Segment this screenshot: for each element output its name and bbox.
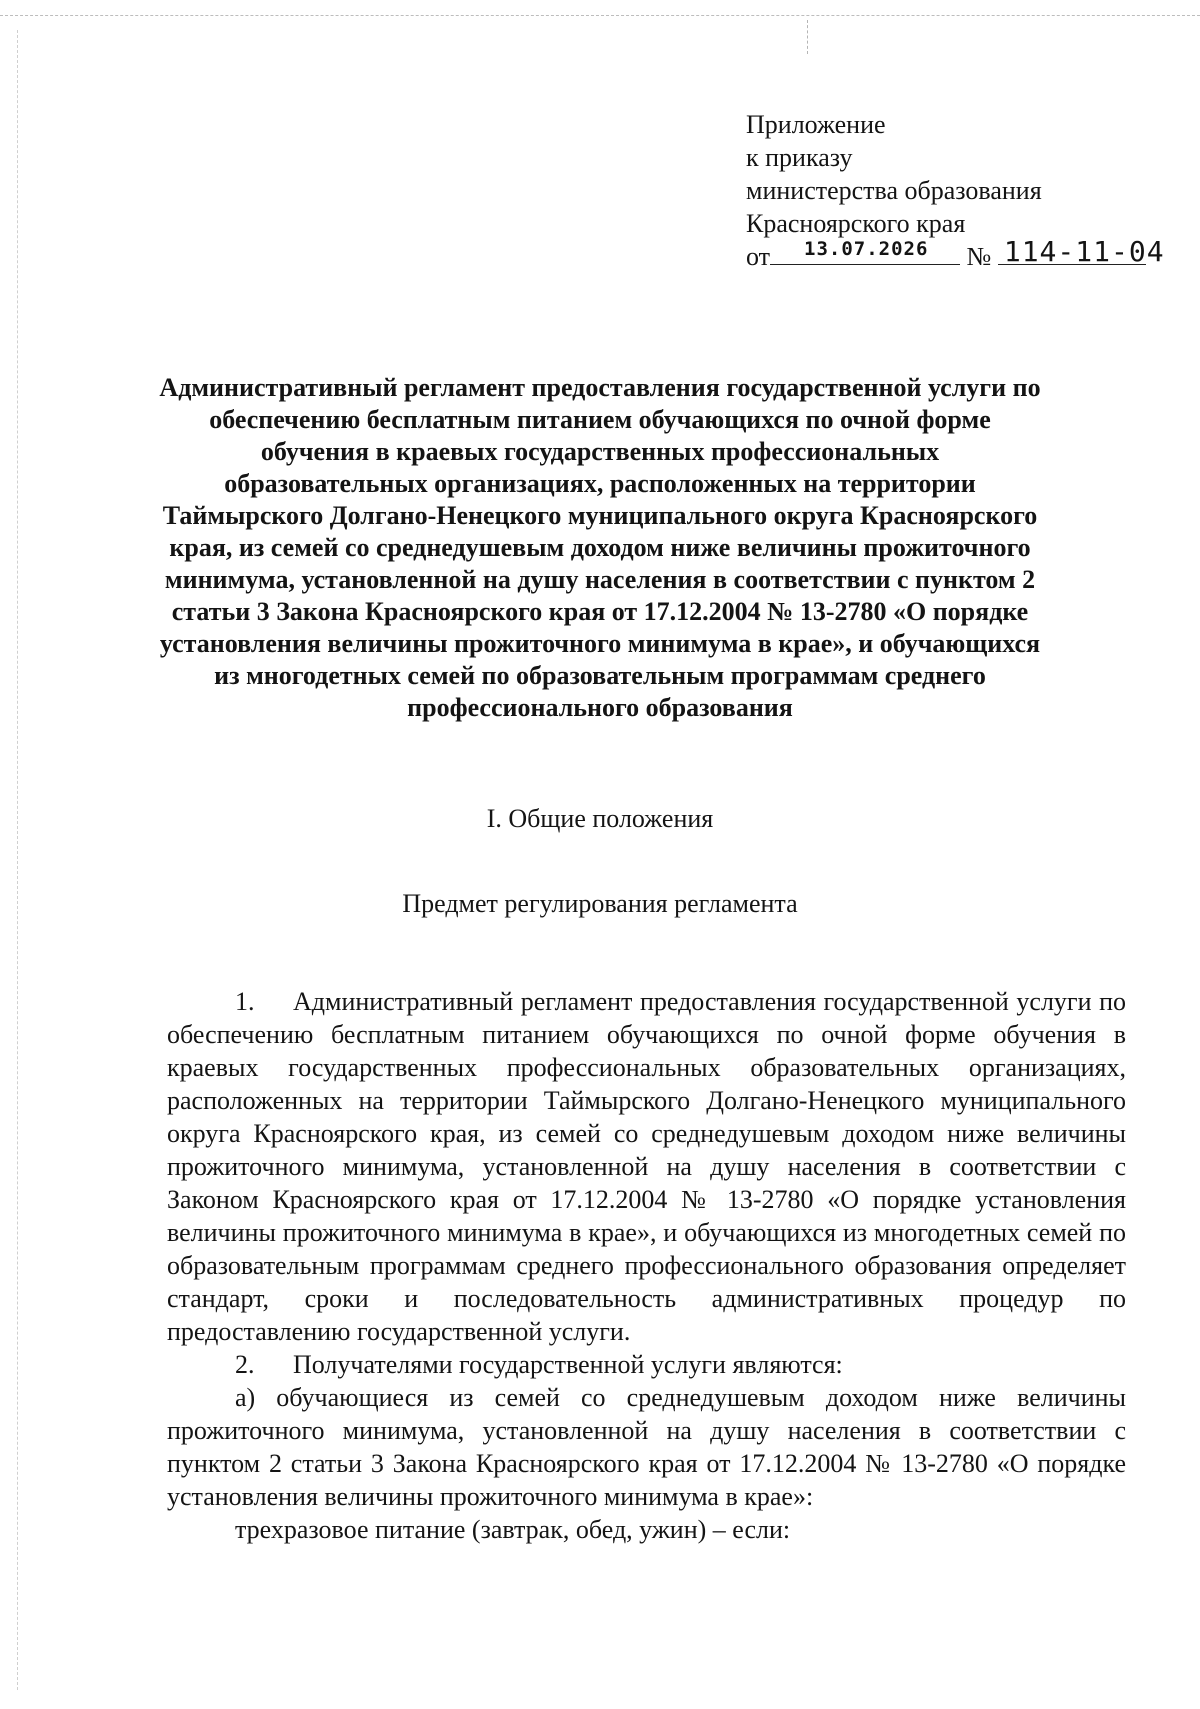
scan-artifact-mark (807, 20, 808, 54)
body-text (167, 985, 1126, 1546)
paragraph-3 (167, 1381, 1126, 1513)
paragraph-text: Получателями государственной услуги являются: (293, 1350, 843, 1379)
document-title: Административный регламент предоставления государственной услуги по обеспечению бесплатным питанием обучающихся по очной форме обучения в краевых государственных профессиональных образовательных организациях, расположенных на территории Таймырского Долгано-Ненецкого муниципального округа Красноярского края, из семей со среднедушевым доходом ниже величины прожиточного минимума, установленной на душу населения в соответствии с пунктом 2 статьи 3 Закона Красноярского края от 17.12.2004 № 13-2780 «О порядке установления величины прожиточного минимума в крае», и обучающихся из многодетных семей по образовательным программам среднего профессионального образования (159, 373, 1041, 722)
number-label: № (966, 242, 992, 271)
approval-line-3: министерства образования (746, 176, 1042, 205)
from-label: от (746, 242, 771, 271)
section-subheading: Предмет регулирования регламента (402, 889, 798, 918)
paragraph-text: а) обучающиеся из семей со среднедушевым доходом ниже величины прожиточного минимума, установленной на душу населения в соответствии с пунктом 2 статьи 3 Закона Красноярского края от 17.12.2004 № 13-2780 «О порядке установления величины прожиточного минимума в крае»: (167, 1383, 1126, 1511)
paragraph-4 (167, 1513, 1126, 1546)
approval-line-4: Красноярского края (746, 209, 966, 238)
handwritten-number: 114-11-04 (1003, 235, 1165, 268)
paragraph-text: Административный регламент предоставления государственной услуги по обеспечению бесплатным питанием обучающихся по очной форме обучения в краевых государственных профессиональных образовательных организациях, расположенных на территории Таймырского Долгано-Ненецкого муниципального округа Красноярского края, из семей со среднедушевым доходом ниже величины прожиточного минимума, установленной на душу населения в соответствии с Законом Красноярского края от 17.12.2004 № 13-2780 «О порядке установления величины прожиточного минимума в крае», и обучающихся из многодетных семей по образовательным программам среднего профессионального образования определяет стандарт, сроки и последовательность административных процедур по предоставлению государственной услуги. (167, 987, 1126, 1346)
scan-border-left (17, 30, 18, 1690)
approval-line-2: к приказу (746, 143, 853, 172)
paragraph-1 (167, 985, 1126, 1348)
paragraph-text: трехразовое питание (завтрак, обед, ужин) – если: (235, 1515, 791, 1544)
scan-border-top (0, 15, 1200, 16)
paragraph-2 (167, 1348, 1126, 1381)
paragraph-number: 1. (235, 987, 255, 1016)
approval-date-number-row (746, 235, 1165, 273)
handwritten-date: 13.07.2026 (804, 238, 929, 260)
approval-block (746, 108, 1165, 273)
section-heading: I. Общие положения (486, 804, 714, 833)
approval-line-1: Приложение (746, 110, 886, 139)
number-line (998, 235, 1165, 268)
paragraph-number: 2. (235, 1350, 255, 1379)
date-line (770, 240, 960, 265)
